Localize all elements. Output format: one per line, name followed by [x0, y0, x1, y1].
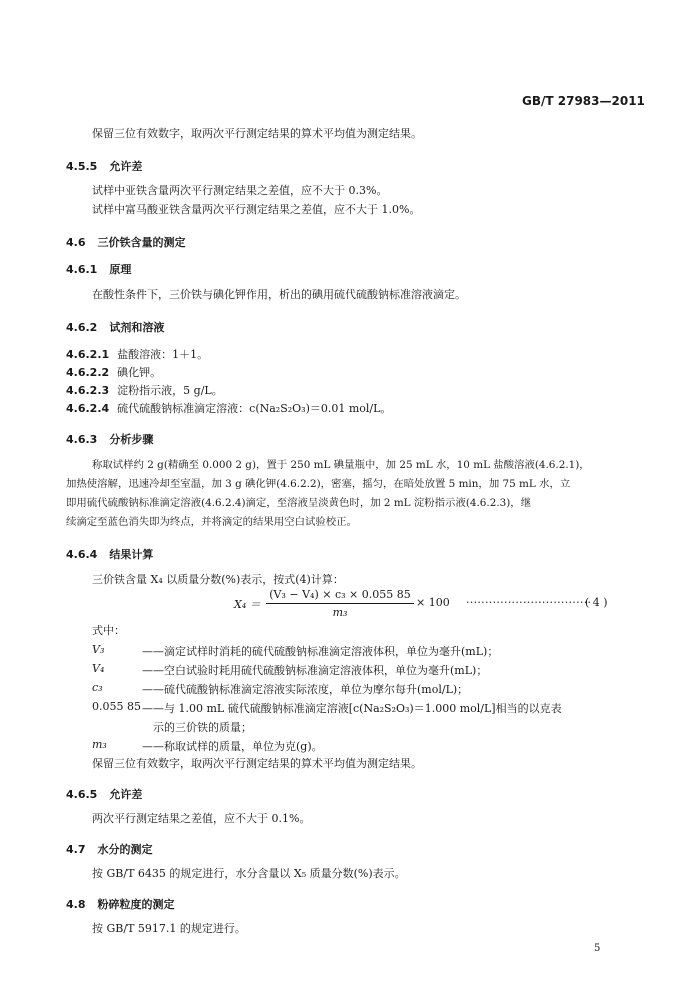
- page-number: 5: [594, 943, 601, 954]
- section-heading-4-6-4: [66, 546, 153, 562]
- formula-label: ( 4 ): [585, 596, 608, 609]
- section-title: 允许差: [109, 160, 143, 173]
- section-heading-4-8: [66, 896, 175, 912]
- paragraph-line: 续滴定至蓝色消失即为终点，并将滴定的结果用空白试验校正。: [66, 516, 357, 528]
- paragraph: 试样中富马酸亚铁含量两次平行测定结果之差值，应不大于 1.0%。: [92, 203, 421, 216]
- paragraph-line: 即用硫代硫酸钠标准滴定溶液(4.6.2.4)滴定，至溶液呈淡黄色时，加 2 mL 淀粉指示液(4.6.2.3)，继: [66, 497, 532, 509]
- section-heading-4-5-5: [66, 158, 142, 174]
- def-symbol: c₃: [92, 681, 103, 694]
- paragraph: 两次平行测定结果之差值，应不大于 0.1%。: [92, 812, 311, 825]
- paragraph: 保留三位有效数字，取两次平行测定结果的算术平均值为测定结果。: [92, 757, 422, 770]
- formula-denominator: m₃: [332, 606, 348, 619]
- list-item-4-6-2-1: [66, 346, 208, 362]
- def-symbol: m₃: [92, 738, 107, 751]
- section-heading-4-6-3: [66, 431, 153, 447]
- def-text-continued: 示的三价铁的质量；: [153, 721, 252, 734]
- standard-number: GB/T 27983—2011: [522, 94, 645, 108]
- formula-multiplier: × 100: [416, 596, 450, 609]
- formula-lhs: X₄ ＝: [234, 598, 261, 611]
- paragraph: 三价铁含量 X₄ 以质量分数(%)表示，按式(4)计算：: [92, 573, 344, 586]
- paragraph: 试样中亚铁含量两次平行测定结果之差值，应不大于 0.3%。: [92, 184, 388, 197]
- item-number: 4.6.2.2: [66, 366, 110, 379]
- item-number: 4.6.2.1: [66, 348, 110, 361]
- section-heading-4-7: [66, 841, 153, 857]
- list-item-4-6-2-3: [66, 382, 223, 398]
- item-text: 碘化钾。: [117, 366, 162, 379]
- def-text: ——与 1.00 mL 硫代硫酸钠标准滴定溶液[c(Na₂S₂O₃)＝1.000 mol/L]相当的以克表: [142, 702, 562, 715]
- def-text: ——滴定试样时消耗的硫代硫酸钠标准滴定溶液体积，单位为毫升(mL)；: [142, 645, 499, 658]
- section-heading-4-6: [66, 234, 186, 250]
- paragraph: 保留三位有效数字，取两次平行测定结果的算术平均值为测定结果。: [92, 127, 422, 140]
- section-number: 4.6.1: [66, 263, 98, 276]
- paragraph-line: 称取试样约 2 g(精确至 0.000 2 g)，置于 250 mL 碘量瓶中，加 25 mL 水，10 mL 盐酸溶液(4.6.2.1)，: [92, 459, 590, 471]
- section-title: 水分的测定: [97, 843, 153, 856]
- paragraph-line: 加热使溶解，迅速冷却至室温，加 3 g 碘化钾(4.6.2.2)，密塞，摇匀，在暗处放置 5 min，加 75 mL 水，立: [66, 478, 571, 490]
- item-number: 4.6.2.3: [66, 384, 110, 397]
- section-number: 4.6.2: [66, 321, 98, 334]
- formula-numerator: (V₃ − V₄) × c₃ × 0.055 85: [269, 588, 411, 601]
- list-item-4-6-2-2: [66, 364, 161, 380]
- item-text: 盐酸溶液：1＋1。: [117, 348, 209, 361]
- paragraph: 在酸性条件下，三价铁与碘化钾作用，析出的碘用硫代硫酸钠标准溶液滴定。: [92, 288, 466, 301]
- def-symbol: V₃: [92, 643, 105, 656]
- section-number: 4.5.5: [66, 160, 98, 173]
- section-number: 4.6.5: [66, 788, 98, 801]
- def-text: ——硫代硫酸钠标准滴定溶液实际浓度，单位为摩尔每升(mol/L)；: [142, 683, 469, 696]
- item-text: 淀粉指示液，5 g/L。: [117, 384, 223, 397]
- section-number: 4.8: [66, 898, 86, 911]
- section-number: 4.6: [66, 236, 86, 249]
- item-number: 4.6.2.4: [66, 402, 110, 415]
- def-symbol: 0.055 85: [92, 700, 141, 713]
- section-number: 4.6.3: [66, 433, 98, 446]
- fraction-bar: [266, 603, 414, 604]
- section-title: 原理: [109, 263, 132, 276]
- section-title: 粉碎粒度的测定: [97, 898, 175, 911]
- paragraph: 按 GB/T 5917.1 的规定进行。: [92, 922, 246, 935]
- section-number: 4.7: [66, 843, 86, 856]
- section-title: 允许差: [109, 788, 143, 801]
- paragraph: 按 GB/T 6435 的规定进行，水分含量以 X₅ 质量分数(%)表示。: [92, 867, 406, 880]
- section-title: 结果计算: [109, 548, 154, 561]
- section-title: 三价铁含量的测定: [97, 236, 186, 249]
- item-text: 硫代硫酸钠标准滴定溶液：c(Na₂S₂O₃)＝0.01 mol/L。: [117, 402, 392, 415]
- list-item-4-6-2-4: [66, 400, 391, 416]
- section-heading-4-6-5: [66, 786, 142, 802]
- def-symbol: V₄: [92, 662, 105, 675]
- section-title: 试剂和溶液: [109, 321, 165, 334]
- where-label: 式中：: [92, 624, 125, 637]
- def-text: ——空白试验时耗用硫代硫酸钠标准滴定溶液体积，单位为毫升(mL)；: [142, 664, 488, 677]
- section-title: 分析步骤: [109, 433, 154, 446]
- section-number: 4.6.4: [66, 548, 98, 561]
- leader-dots: ·································: [466, 596, 592, 609]
- def-text: ——称取试样的质量，单位为克(g)。: [142, 740, 323, 753]
- section-heading-4-6-2: [66, 319, 164, 335]
- section-heading-4-6-1: [66, 261, 131, 277]
